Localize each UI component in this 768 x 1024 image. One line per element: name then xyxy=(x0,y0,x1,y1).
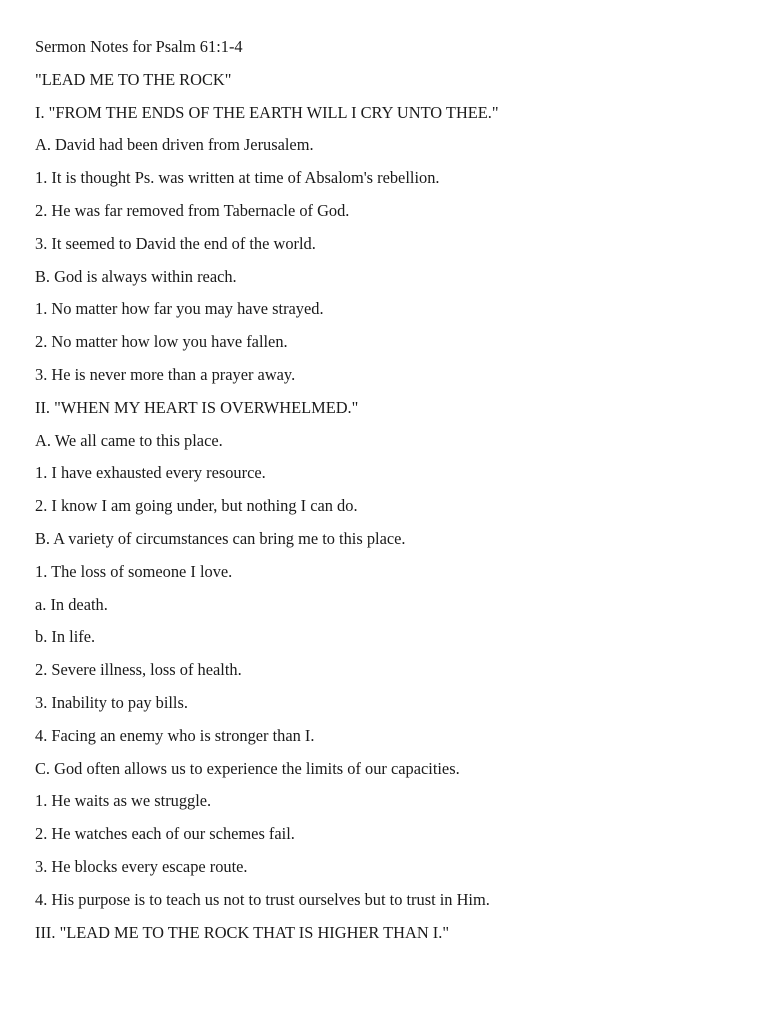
outline-item: 1. It is thought Ps. was written at time of Absalom's rebellion. xyxy=(35,168,440,188)
outline-item: a. In death. xyxy=(35,594,108,614)
outline-item: 4. Facing an enemy who is stronger than I. xyxy=(35,725,315,745)
outline-item: 3. It seemed to David the end of the world. xyxy=(35,233,316,253)
outline-item: 1. No matter how far you may have strayed. xyxy=(35,299,324,319)
outline-item: B. God is always within reach. xyxy=(35,266,237,286)
outline-heading: I. "FROM THE ENDS OF THE EARTH WILL I CRY UNTO THEE." xyxy=(35,102,499,122)
outline-item: 3. He blocks every escape route. xyxy=(35,856,248,876)
outline-item: A. David had been driven from Jerusalem. xyxy=(35,135,314,155)
outline-item: 1. He waits as we struggle. xyxy=(35,791,212,811)
outline-item: 2. Severe illness, loss of health. xyxy=(35,660,242,680)
outline-item: 2. I know I am going under, but nothing I can do. xyxy=(35,496,358,516)
outline-item: 1. The loss of someone I love. xyxy=(35,561,233,581)
outline-item: B. A variety of circumstances can bring me to this place. xyxy=(35,528,406,548)
outline-item: 3. Inability to pay bills. xyxy=(35,692,188,712)
outline-item: b. In life. xyxy=(35,627,96,647)
outline-item: 2. He was far removed from Tabernacle of God. xyxy=(35,200,350,220)
outline-item: 2. He watches each of our schemes fail. xyxy=(35,824,295,844)
sermon-title: "LEAD ME TO THE ROCK" xyxy=(35,69,232,89)
outline-heading: III. "LEAD ME TO THE ROCK THAT IS HIGHER THAN I." xyxy=(35,922,450,942)
document-title: Sermon Notes for Psalm 61:1-4 xyxy=(35,37,243,56)
sermon-notes-document xyxy=(35,35,755,953)
outline-heading: II. "WHEN MY HEART IS OVERWHELMED." xyxy=(35,397,359,417)
outline-item: 3. He is never more than a prayer away. xyxy=(35,364,296,384)
outline-item: A. We all came to this place. xyxy=(35,430,223,450)
outline-item: C. God often allows us to experience the limits of our capacities. xyxy=(35,758,460,778)
outline-item: 4. His purpose is to teach us not to trust ourselves but to trust in Him. xyxy=(35,889,490,909)
outline-item: 1. I have exhausted every resource. xyxy=(35,463,266,483)
outline-item: 2. No matter how low you have fallen. xyxy=(35,332,288,352)
